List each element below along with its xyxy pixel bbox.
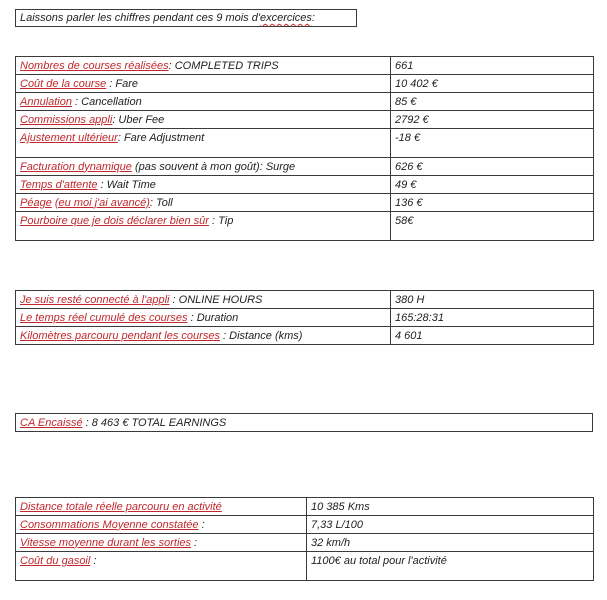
table-row [16, 93, 594, 111]
row-value: 1100€ au total pour l'activité [307, 552, 594, 581]
row-label: Coût du gasoil : [16, 552, 307, 581]
row-value: 49 € [391, 176, 594, 194]
row-value: 136 € [391, 194, 594, 212]
row-label: Ajustement ultérieur: Fare Adjustment [16, 129, 391, 158]
table-row [16, 75, 594, 93]
table-row [16, 57, 594, 75]
row-label: Le temps réel cumulé des courses : Duration [16, 309, 391, 327]
table-row [16, 212, 594, 241]
table-row [16, 129, 594, 158]
table-row [16, 291, 594, 309]
row-value: 10 402 € [391, 75, 594, 93]
row-value: 58€ [391, 212, 594, 241]
earnings-box [15, 413, 593, 432]
row-label: Facturation dynamique (pas souvent à mon goût): Surge [16, 158, 391, 176]
table-row [16, 414, 593, 432]
hours-table [15, 290, 594, 345]
row-label: Nombres de courses réalisées: COMPLETED TRIPS [16, 57, 391, 75]
row-value: 7,33 L/100 [307, 516, 594, 534]
table-row [16, 111, 594, 129]
fuel-table [15, 497, 594, 581]
row-label: Temps d'attente : Wait Time [16, 176, 391, 194]
earnings-text: CA Encaissé : 8 463 € TOTAL EARNINGS [16, 414, 593, 432]
row-value: 85 € [391, 93, 594, 111]
row-value: 661 [391, 57, 594, 75]
row-value: 626 € [391, 158, 594, 176]
row-label: Péage (eu moi j'ai avancé): Toll [16, 194, 391, 212]
row-value: -18 € [391, 129, 594, 158]
row-label: Coût de la course : Fare [16, 75, 391, 93]
row-label: Commissions appli: Uber Fee [16, 111, 391, 129]
table-row [16, 158, 594, 176]
row-label: Vitesse moyenne durant les sorties : [16, 534, 307, 552]
table-row [16, 194, 594, 212]
spellcheck-word: excercices [259, 12, 312, 24]
table-row [16, 176, 594, 194]
row-label: Kilomètres parcouru pendant les courses : Distance (kms) [16, 327, 391, 345]
row-value: 2792 € [391, 111, 594, 129]
table-row [16, 534, 594, 552]
row-value: 165:28:31 [391, 309, 594, 327]
row-label: Je suis resté connecté à l'appli : ONLINE HOURS [16, 291, 391, 309]
row-value: 380 H [391, 291, 594, 309]
row-label: Pourboire que je dois déclarer bien sûr : Tip [16, 212, 391, 241]
row-label: Distance totale réelle parcouru en activité [16, 498, 307, 516]
row-label: Annulation : Cancellation [16, 93, 391, 111]
table-row [16, 516, 594, 534]
table-row [16, 327, 594, 345]
intro-text: Laissons parler les chiffres pendant ces 9 mois d'excercices: [16, 10, 357, 27]
row-label: Consommations Moyenne constatée : [16, 516, 307, 534]
row-value: 10 385 Kms [307, 498, 594, 516]
row-value: 32 km/h [307, 534, 594, 552]
trips-table [15, 56, 594, 241]
table-row [16, 498, 594, 516]
intro-box [15, 9, 357, 27]
table-row [16, 552, 594, 581]
row-value: 4 601 [391, 327, 594, 345]
table-row [16, 309, 594, 327]
